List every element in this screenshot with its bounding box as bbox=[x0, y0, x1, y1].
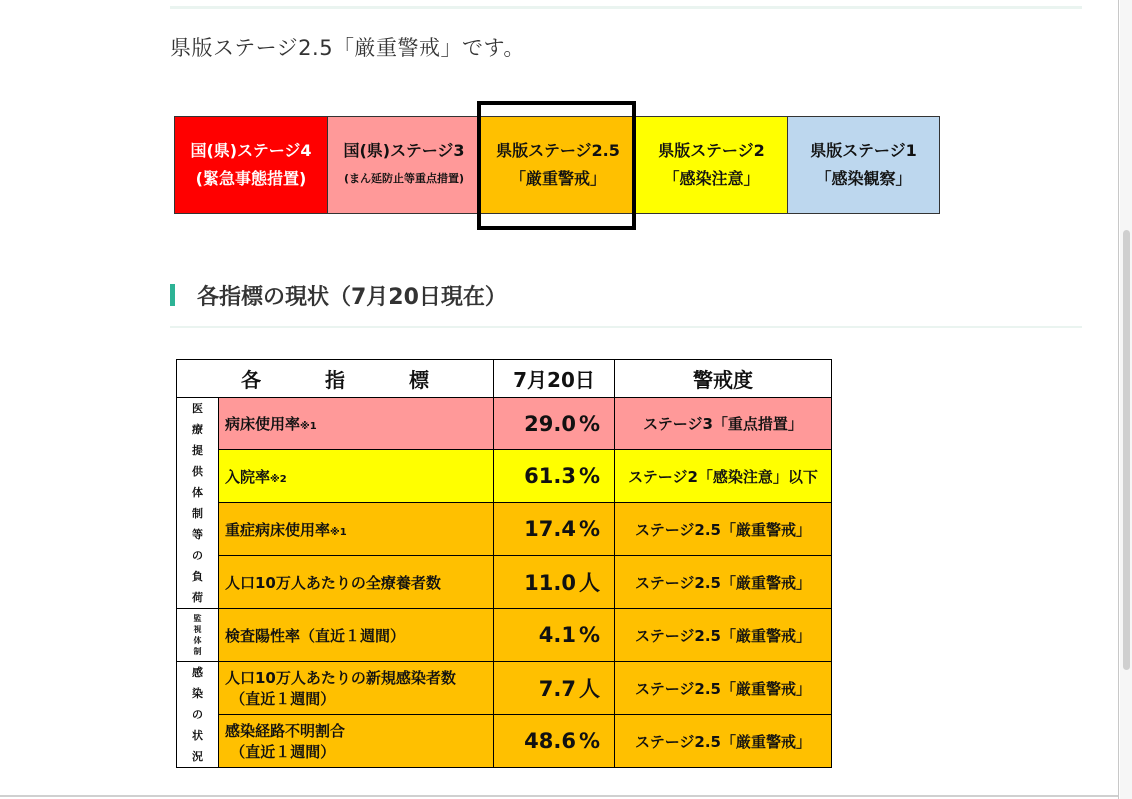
header-alert: 警戒度 bbox=[615, 360, 832, 398]
group-label-char: 監 bbox=[193, 614, 202, 623]
group-label-char: 制 bbox=[193, 647, 202, 656]
stage-subtitle: 「厳重警戒」 bbox=[509, 169, 606, 188]
indicator-value: 11.0 人 bbox=[494, 556, 615, 609]
group-label-char: 制 bbox=[192, 507, 203, 520]
group-label-infection bbox=[177, 662, 219, 768]
scrollbar-track[interactable] bbox=[1120, 0, 1132, 799]
stage-subtitle: (緊急事態措置) bbox=[195, 169, 307, 188]
group-label-char: 況 bbox=[192, 750, 203, 763]
alert-level: ステージ2.5「厳重警戒」 bbox=[615, 503, 832, 556]
stage-title: 県版ステージ2 bbox=[658, 141, 765, 160]
stage-1-box bbox=[787, 116, 940, 214]
group-label-char: 療 bbox=[192, 423, 203, 436]
alert-level: ステージ2.5「厳重警戒」 bbox=[615, 556, 832, 609]
group-label-char: 負 bbox=[192, 570, 203, 583]
indicator-name: 重症病床使用率※1 bbox=[219, 503, 494, 556]
indicator-table bbox=[176, 359, 832, 768]
indicator-value: 17.4 % bbox=[494, 503, 615, 556]
table-row bbox=[177, 715, 832, 768]
indicator-name: 入院率※2 bbox=[219, 450, 494, 503]
table-row bbox=[177, 662, 832, 715]
table-row bbox=[177, 609, 832, 662]
stage-3-box bbox=[327, 116, 481, 214]
heading-divider bbox=[170, 326, 1082, 328]
indicator-name: 病床使用率※1 bbox=[219, 398, 494, 450]
group-label-medical bbox=[177, 398, 219, 609]
group-label-char: 等 bbox=[192, 528, 203, 541]
stage-subtitle: 「感染観察」 bbox=[815, 169, 912, 188]
group-label-char: 供 bbox=[192, 465, 203, 478]
indicator-name: 人口10万人あたりの新規感染者数 （直近１週間） bbox=[219, 662, 494, 715]
header-date: 7月20日 bbox=[494, 360, 615, 398]
current-stage-highlight bbox=[477, 101, 636, 230]
stage-2-box bbox=[635, 116, 788, 214]
alert-level: ステージ2.5「厳重警戒」 bbox=[615, 662, 832, 715]
heading-accent-bar bbox=[170, 284, 175, 306]
intro-text: 県版ステージ2.5「厳重警戒」です。 bbox=[170, 36, 525, 60]
group-label-char: 感 bbox=[192, 666, 203, 679]
bottom-divider bbox=[0, 795, 1118, 797]
table-header-row bbox=[177, 360, 832, 398]
group-label-char: 医 bbox=[192, 402, 203, 415]
stage-title: 県版ステージ2.5 bbox=[496, 141, 620, 160]
stage-4-box bbox=[174, 116, 328, 214]
table-row bbox=[177, 503, 832, 556]
stage-subtitle: (まん延防止等重点措置) bbox=[343, 172, 465, 185]
alert-level: ステージ3「重点措置」 bbox=[615, 398, 832, 450]
stage-title: 国(県)ステージ3 bbox=[343, 141, 465, 160]
stage-title: 国(県)ステージ4 bbox=[190, 141, 312, 160]
group-label-char: 状 bbox=[192, 729, 203, 742]
group-label-char: 視 bbox=[193, 625, 202, 634]
stage-title: 県版ステージ1 bbox=[810, 141, 917, 160]
table-row bbox=[177, 556, 832, 609]
indicator-value: 61.3 % bbox=[494, 450, 615, 503]
alert-level: ステージ2.5「厳重警戒」 bbox=[615, 609, 832, 662]
group-label-char: 荷 bbox=[192, 591, 203, 604]
indicator-name: 人口10万人あたりの全療養者数 bbox=[219, 556, 494, 609]
section-heading-text: 各指標の現状（7月20日現在） bbox=[197, 284, 507, 310]
stage-subtitle: 「感染注意」 bbox=[663, 169, 760, 188]
group-label-char: 体 bbox=[192, 486, 203, 499]
table-row bbox=[177, 450, 832, 503]
group-label-char: の bbox=[192, 549, 203, 562]
group-label-monitoring bbox=[177, 609, 219, 662]
group-label-char: 染 bbox=[192, 687, 203, 700]
scrollbar-thumb[interactable] bbox=[1123, 230, 1130, 670]
group-label-char: の bbox=[192, 708, 203, 721]
scrollbar-edge bbox=[1118, 0, 1119, 799]
indicator-value: 48.6 % bbox=[494, 715, 615, 768]
indicator-name: 感染経路不明割合 （直近１週間） bbox=[219, 715, 494, 768]
table-row bbox=[177, 398, 832, 450]
indicator-value: 7.7 人 bbox=[494, 662, 615, 715]
header-indicator: 各 指 標 bbox=[177, 360, 494, 398]
section-heading bbox=[170, 280, 507, 310]
alert-level: ステージ2.5「厳重警戒」 bbox=[615, 715, 832, 768]
indicator-value: 29.0 % bbox=[494, 398, 615, 450]
alert-level: ステージ2「感染注意」以下 bbox=[615, 450, 832, 503]
top-divider bbox=[170, 6, 1082, 9]
group-label-char: 提 bbox=[192, 444, 203, 457]
indicator-name: 検査陽性率（直近１週間） bbox=[219, 609, 494, 662]
indicator-value: 4.1 % bbox=[494, 609, 615, 662]
group-label-char: 体 bbox=[193, 636, 202, 645]
